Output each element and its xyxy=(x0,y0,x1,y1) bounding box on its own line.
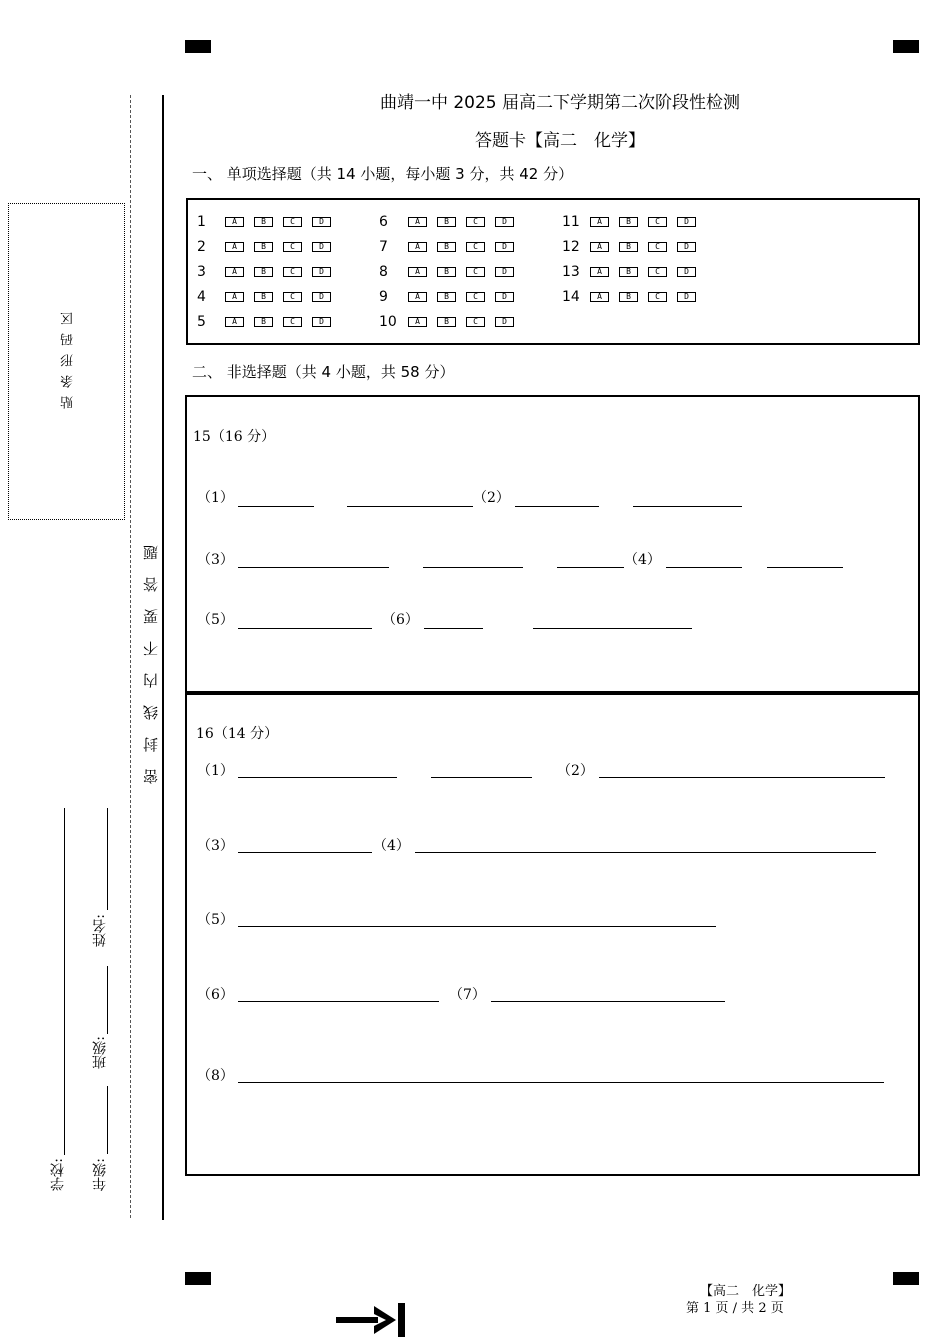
choice-option-11-a[interactable]: A xyxy=(590,217,609,227)
choice-option-6-b[interactable]: B xyxy=(437,217,456,227)
choice-question-number: 11 xyxy=(562,214,580,230)
q16-label-4: （4） xyxy=(373,838,410,854)
section1-heading: 一、 单项选择题（共 14 小题，每小题 3 分，共 42 分） xyxy=(192,165,574,183)
choice-option-2-a[interactable]: A xyxy=(225,242,244,252)
choice-question-number: 5 xyxy=(197,314,206,330)
choice-option-11-d[interactable]: D xyxy=(677,217,696,227)
q16-6-blank[interactable] xyxy=(238,1001,439,1002)
q15-2-blank-a[interactable] xyxy=(515,506,599,507)
choice-option-4-d[interactable]: D xyxy=(312,292,331,302)
choice-option-10-a[interactable]: A xyxy=(408,317,427,327)
choice-option-7-c[interactable]: C xyxy=(466,242,485,252)
choice-question-number: 9 xyxy=(379,289,388,305)
choice-option-11-b[interactable]: B xyxy=(619,217,638,227)
choice-option-5-a[interactable]: A xyxy=(225,317,244,327)
choice-question-number: 3 xyxy=(197,264,206,280)
barcode-area xyxy=(8,203,125,520)
choice-question-number: 12 xyxy=(562,239,580,255)
choice-question-number: 13 xyxy=(562,264,580,280)
choice-question-number: 8 xyxy=(379,264,388,280)
choice-option-7-d[interactable]: D xyxy=(495,242,514,252)
registration-mark-top-left xyxy=(185,40,211,53)
choice-option-5-b[interactable]: B xyxy=(254,317,273,327)
choice-option-10-b[interactable]: B xyxy=(437,317,456,327)
q15-1-blank-a[interactable] xyxy=(238,506,314,507)
choice-option-1-c[interactable]: C xyxy=(283,217,302,227)
choice-option-5-c[interactable]: C xyxy=(283,317,302,327)
choice-option-4-a[interactable]: A xyxy=(225,292,244,302)
q15-6-blank-b[interactable] xyxy=(533,628,692,629)
choice-option-13-b[interactable]: B xyxy=(619,267,638,277)
class-field[interactable] xyxy=(107,966,108,1034)
footer-page-number: 第 1 页 / 共 2 页 xyxy=(686,1301,784,1316)
choice-option-4-c[interactable]: C xyxy=(283,292,302,302)
choice-option-1-d[interactable]: D xyxy=(312,217,331,227)
q15-label-6: （6） xyxy=(382,612,419,628)
q16-5-blank[interactable] xyxy=(238,926,716,927)
seal-notice: 密封线内不要答题 xyxy=(142,528,160,784)
grade-field[interactable] xyxy=(107,1086,108,1154)
choice-option-7-b[interactable]: B xyxy=(437,242,456,252)
choice-option-12-c[interactable]: C xyxy=(648,242,667,252)
q15-title: 15（16 分） xyxy=(193,429,276,445)
choice-option-9-c[interactable]: C xyxy=(466,292,485,302)
choice-option-8-c[interactable]: C xyxy=(466,267,485,277)
q16-2-blank[interactable] xyxy=(599,777,885,778)
q16-label-3: （3） xyxy=(197,838,234,854)
grade-label: 年级: xyxy=(92,1158,108,1191)
choice-option-6-a[interactable]: A xyxy=(408,217,427,227)
registration-mark-bottom-right xyxy=(893,1272,919,1285)
choice-option-3-c[interactable]: C xyxy=(283,267,302,277)
choice-option-9-d[interactable]: D xyxy=(495,292,514,302)
choice-option-9-b[interactable]: B xyxy=(437,292,456,302)
choice-option-7-a[interactable]: A xyxy=(408,242,427,252)
q16-label-7: （7） xyxy=(449,987,486,1003)
footer-subject: 【高二 化学】 xyxy=(700,1284,792,1299)
q15-3-blank-a[interactable] xyxy=(238,567,389,568)
q16-label-1: （1） xyxy=(197,763,234,779)
q15-label-5: （5） xyxy=(197,612,234,628)
q16-label-6: （6） xyxy=(197,987,234,1003)
q15-label-1: （1） xyxy=(197,490,234,506)
choice-option-14-c[interactable]: C xyxy=(648,292,667,302)
choice-option-13-d[interactable]: D xyxy=(677,267,696,277)
choice-question-number: 2 xyxy=(197,239,206,255)
q16-8-blank[interactable] xyxy=(238,1082,884,1083)
choice-option-10-d[interactable]: D xyxy=(495,317,514,327)
q16-7-blank[interactable] xyxy=(491,1001,725,1002)
answer-sheet-title: 答题卡【高二 化学】 xyxy=(475,131,645,151)
q16-1-blank-b[interactable] xyxy=(431,777,532,778)
choice-option-5-d[interactable]: D xyxy=(312,317,331,327)
choice-option-3-b[interactable]: B xyxy=(254,267,273,277)
registration-mark-top-right xyxy=(893,40,919,53)
choice-option-13-c[interactable]: C xyxy=(648,267,667,277)
q16-label-2: （2） xyxy=(557,763,594,779)
school-label: 学校: xyxy=(50,1158,66,1191)
choice-question-number: 1 xyxy=(197,214,206,230)
q15-5-blank[interactable] xyxy=(238,628,372,629)
choice-option-4-b[interactable]: B xyxy=(254,292,273,302)
q15-answer-box xyxy=(185,395,920,695)
choice-option-9-a[interactable]: A xyxy=(408,292,427,302)
q15-label-3: （3） xyxy=(197,552,234,568)
choice-option-14-b[interactable]: B xyxy=(619,292,638,302)
q16-label-8: （8） xyxy=(197,1068,234,1084)
choice-option-12-d[interactable]: D xyxy=(677,242,696,252)
q15-4-blank-b[interactable] xyxy=(767,567,843,568)
choice-option-3-a[interactable]: A xyxy=(225,267,244,277)
choice-option-14-a[interactable]: A xyxy=(590,292,609,302)
choice-option-3-d[interactable]: D xyxy=(312,267,331,277)
choice-option-1-a[interactable]: A xyxy=(225,217,244,227)
choice-option-13-a[interactable]: A xyxy=(590,267,609,277)
choice-option-8-a[interactable]: A xyxy=(408,267,427,277)
choice-question-number: 14 xyxy=(562,289,580,305)
seal-line xyxy=(162,95,164,1220)
choice-option-14-d[interactable]: D xyxy=(677,292,696,302)
exam-title: 曲靖一中 2025 届高二下学期第二次阶段性检测 xyxy=(379,93,741,113)
q16-title: 16（14 分） xyxy=(196,726,279,742)
q15-2-blank-b[interactable] xyxy=(633,506,742,507)
choice-option-8-b[interactable]: B xyxy=(437,267,456,277)
q15-label-4: （4） xyxy=(624,552,661,568)
q15-3-blank-b[interactable] xyxy=(423,567,523,568)
q16-4-blank[interactable] xyxy=(415,852,876,853)
choice-question-number: 4 xyxy=(197,289,206,305)
q15-3-blank-c[interactable] xyxy=(557,567,624,568)
class-label: 班级: xyxy=(92,1036,108,1069)
choice-question-number: 10 xyxy=(379,314,397,330)
choice-question-number: 6 xyxy=(379,214,388,230)
page-turn-arrow-icon xyxy=(336,1300,410,1340)
q16-3-blank[interactable] xyxy=(238,852,372,853)
choice-question-number: 7 xyxy=(379,239,388,255)
choice-option-2-b[interactable]: B xyxy=(254,242,273,252)
q16-answer-box xyxy=(185,691,920,1176)
choice-option-8-d[interactable]: D xyxy=(495,267,514,277)
choice-option-11-c[interactable]: C xyxy=(648,217,667,227)
registration-mark-bottom-left xyxy=(185,1272,211,1285)
dotted-cut-line xyxy=(130,95,131,1218)
choice-answer-box xyxy=(186,198,920,345)
section2-heading: 二、 非选择题（共 4 小题，共 58 分） xyxy=(192,363,455,381)
name-field[interactable] xyxy=(107,808,108,910)
choice-option-12-b[interactable]: B xyxy=(619,242,638,252)
q16-1-blank-a[interactable] xyxy=(238,777,397,778)
q15-4-blank-a[interactable] xyxy=(666,567,742,568)
q15-label-2: （2） xyxy=(473,490,510,506)
q16-label-5: （5） xyxy=(197,912,234,928)
choice-option-10-c[interactable]: C xyxy=(466,317,485,327)
barcode-area-label: 贴条形码区 xyxy=(61,304,76,409)
school-field[interactable] xyxy=(64,808,65,1155)
name-label: 姓名: xyxy=(92,914,108,947)
q15-6-blank-a[interactable] xyxy=(424,628,483,629)
q15-1-blank-b[interactable] xyxy=(347,506,473,507)
choice-option-6-c[interactable]: C xyxy=(466,217,485,227)
choice-option-2-c[interactable]: C xyxy=(283,242,302,252)
choice-option-2-d[interactable]: D xyxy=(312,242,331,252)
choice-option-6-d[interactable]: D xyxy=(495,217,514,227)
choice-option-12-a[interactable]: A xyxy=(590,242,609,252)
choice-option-1-b[interactable]: B xyxy=(254,217,273,227)
